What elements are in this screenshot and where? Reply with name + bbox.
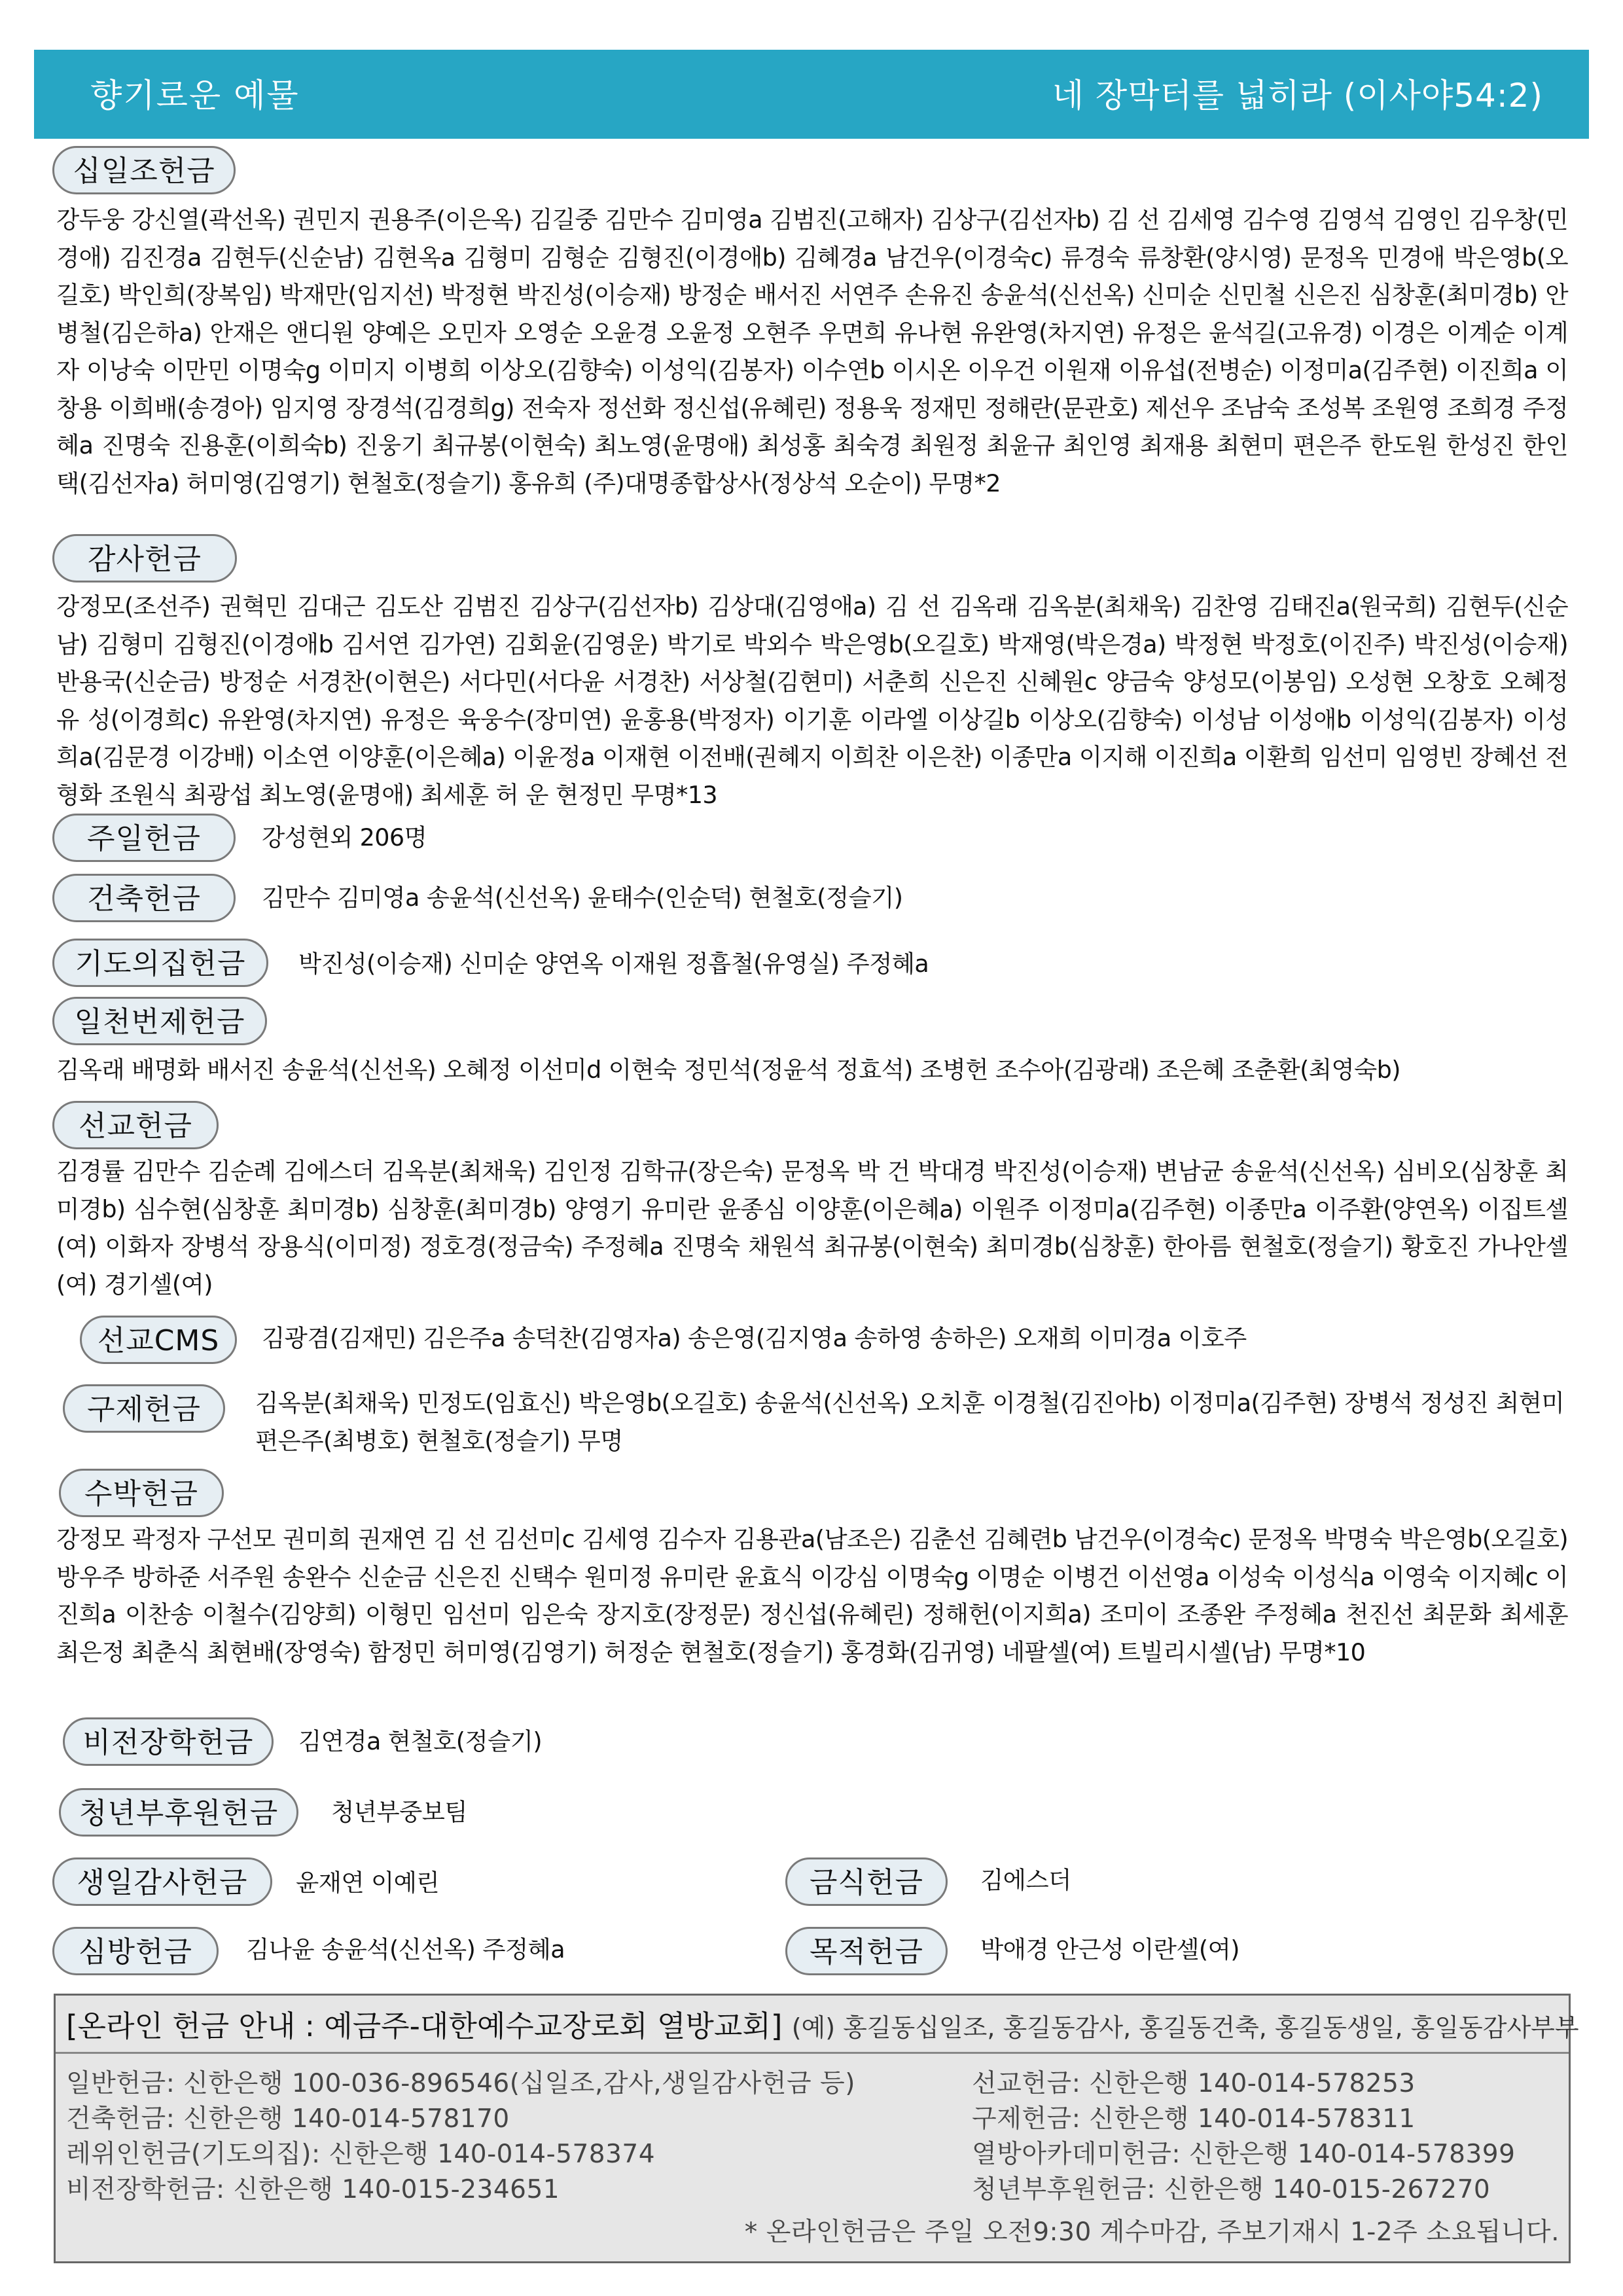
harvest-names: 강정모 곽정자 구선모 권미희 권재연 김 선 김선미c 김세영 김수자 김용관a(남조은) 김춘선 김혜련b 남건우(이경숙c) 문정옥 박명숙 박은영b(오길호) 방우주 방하준 서주원 송완수 신순금 신은진 신택수 원미정 유미란 윤효식 이강심 이명숙g 이명순 이병건 이선영a 이성숙 이성식a 이영숙 이지혜c 이진희a 이찬송 이철수(김양희) 이형민 임선미 임은숙 장지호(장정문) 정신섭(유혜린) 정해헌(이지희a) 조미이 조종완 주정혜a 천진선 최문화 최세훈 최은정 최춘식 최현배(장영숙) 함정민 허미영(김영기) 허정순 현철호(정슬기) 홍경화(김귀영) 네팔셀(여) 트빌리시셀(남) 무명*10 [56, 1525, 1568, 1666]
building-names: 김만수 김미영a 송윤석(신선옥) 윤태수(인순덕) 현철호(정슬기) [262, 884, 903, 912]
mission-cms-names: 김광겸(김재민) 김은주a 송덕찬(김영자a) 송은영(김지영a 송하영 송하은) 오재희 이미경a 이호주 [262, 1324, 1247, 1352]
section-label-building: 건축헌금 [52, 874, 236, 922]
account-line: 레위인헌금(기도의집): 신한은행 140-014-578374 [66, 2140, 656, 2169]
relief-names: 김옥분(최채욱) 민정도(임효신) 박은영b(오길호) 송윤석(신선옥) 오치훈 이경철(김진아b) 이정미a(김주현) 장병석 정성진 최현미 편은주(최병호) 현철호(정슬기) 무명 [255, 1389, 1564, 1455]
header-title: 향기로운 예물 [90, 77, 300, 115]
section-label-youth-support: 청년부후원헌금 [59, 1788, 298, 1837]
section-label-sunday: 주일헌금 [52, 814, 236, 862]
visitation-names: 김나윤 송윤석(신선옥) 주정혜a [246, 1935, 565, 1964]
sunday-names: 강성현외 206명 [262, 823, 427, 852]
account-line: 열방아카데미헌금: 신한은행 140-014-578399 [972, 2140, 1516, 2169]
section-label-prayer-house: 기도의집헌금 [52, 939, 268, 987]
online-giving-example: (예) 홍길동십일조, 홍길동감사, 홍길동건축, 홍길동생일, 홍일동감사부부 [791, 2013, 1579, 2042]
thanks-names: 강정모(조선주) 권혁민 김대근 김도산 김범진 김상구(김선자b) 김상대(김영애a) 김 선 김옥래 김옥분(최채욱) 김찬영 김태진a(원국희) 김현두(신순남) 김형미 김형진(이경애b 김서연 김가연) 김회윤(김영운) 박기로 박외수 박은영b(오길호) 박재영(박은경a) 박정현 박정호(이진주) 박진성(이승재) 반용국(신순금) 방정순 서경찬(이현은) 서다민(서다윤 서경찬) 서상철(김현미) 서춘희 신은진 신혜원c 양금숙 양성모(이봉임) 오성현 오창호 오혜정 유 성(이경희c) 유완영(차지연) 유정은 육웅수(장미연) 윤홍용(박정자) 이기훈 이라엘 이상길b 이상오(김향숙) 이성남 이성애b 이성익(김봉자) 이성희a(김문경 이강배) 이소연 이양훈(이은혜a) 이윤정a 이재현 이전배(권혜지 이희찬 이은찬) 이종만a 이지해 이진희a 이환희 임선미 임영빈 장혜선 전형화 조원식 최광섭 최노영(윤명애) 최세훈 허 운 현정민 무명*13 [56, 592, 1568, 809]
section-label-relief: 구제헌금 [63, 1384, 225, 1433]
prayer-house-names: 박진성(이승재) 신미순 양연옥 이재원 정흡철(유영실) 주정혜a [298, 950, 929, 978]
accounts-left [66, 2066, 855, 2208]
account-line: 청년부후원헌금: 신한은행 140-015-267270 [972, 2175, 1491, 2204]
birthday-names: 윤재연 이예린 [296, 1869, 439, 1897]
account-line: 비전장학헌금: 신한은행 140-015-234651 [66, 2175, 560, 2204]
section-label-vision-scholarship: 비전장학헌금 [63, 1717, 274, 1766]
vision-scholarship-names: 김연경a 현철호(정슬기) [298, 1727, 542, 1755]
online-giving-note: * 온라인헌금은 주일 오전9:30 계수마감, 주보기재시 1-2주 소요됩니다. [744, 2217, 1560, 2247]
online-giving-box [54, 1994, 1579, 2263]
section-label-jubilee: 일천번제헌금 [52, 997, 267, 1045]
page-header [34, 50, 1589, 139]
accounts-right [972, 2066, 1515, 2208]
online-giving-heading [66, 2002, 1579, 2045]
section-label-designated: 목적헌금 [785, 1927, 948, 1975]
mission-names: 김경률 김만수 김순례 김에스더 김옥분(최채욱) 김인정 김학규(장은숙) 문정옥 박 건 박대경 박진성(이승재) 변남균 송윤석(신선옥) 심비오(심창훈 최미경b) 심수현(심창훈 최미경b) 심창훈(최미경b) 양영기 유미란 윤종심 이양훈(이은혜a) 이원주 이정미a(김주현) 이종만a 이주환(양연옥) 이집트셀(여) 이화자 장병석 장용식(이미정) 정호경(정금숙) 주정혜a 진명숙 채원석 최규봉(이현숙) 최미경b(심창훈) 한아름 현철호(정슬기) 황호진 가나안셀(여) 경기셀(여) [56, 1157, 1568, 1299]
account-line: 일반헌금: 신한은행 100-036-896546(십일조,감사,생일감사헌금 등) [66, 2069, 855, 2098]
online-giving-title: [온라인 헌금 안내 : 예금주-대한예수교장로회 열방교회] [66, 2009, 783, 2043]
account-line: 건축헌금: 신한은행 140-014-578170 [66, 2104, 510, 2134]
account-line: 선교헌금: 신한은행 140-014-578253 [972, 2069, 1416, 2098]
account-line: 구제헌금: 신한은행 140-014-578311 [972, 2104, 1416, 2134]
divider [56, 2052, 1569, 2054]
fasting-names: 김에스더 [980, 1866, 1071, 1894]
section-label-mission-cms: 선교CMS [80, 1316, 237, 1364]
section-label-tithe: 십일조헌금 [52, 146, 236, 194]
section-label-visitation: 심방헌금 [52, 1927, 219, 1975]
section-label-thanks: 감사헌금 [52, 534, 237, 583]
youth-support-names: 청년부중보팀 [331, 1798, 467, 1826]
tithe-names: 강두웅 강신열(곽선옥) 권민지 권용주(이은옥) 김길중 김만수 김미영a 김범진(고해자) 김상구(김선자b) 김 선 김세영 김수영 김영석 김영인 김우창(민경애) 김진경a 김현두(신순남) 김현옥a 김형미 김형순 김형진(이경애b) 김혜경a 남건우(이경숙c) 류경숙 류창환(양시영) 문정옥 민경애 박은영b(오길호) 박인희(장복임) 박재만(임지선) 박정현 박진성(이승재) 방정순 배서진 서연주 손유진 송윤석(신선옥) 신미순 신민철 신은진 심창훈(최미경b) 안병철(김은하a) 안재은 앤디원 양예은 오민자 오영순 오윤경 오윤정 오현주 우면희 유나현 유완영(차지연) 유정은 윤석길(고유경) 이경은 이계순 이계자 이낭숙 이만민 이명숙g 이미지 이병희 이상오(김향숙) 이성익(김봉자) 이수연b 이시온 이우건 이원재 이유섭(전병순) 이정미a(김주현) 이진희a 이창용 이희배(송경아) 임지영 장경석(김경희g) 전숙자 정선화 정신섭(유혜린) 정용욱 정재민 정해란(문관호) 제선우 조남숙 조성복 조원영 조희경 주정혜a 진명숙 진용훈(이희숙b) 진웅기 최규봉(이현숙) 최노영(윤명애) 최성홍 최숙경 최원정 최윤규 최인영 최재용 최현미 편은주 한도원 한성진 한인택(김선자a) 허미영(김영기) 현철호(정슬기) 홍유희 (주)대명종합상사(정상석 오순이) 무명*2 [56, 206, 1568, 497]
jubilee-names: 김옥래 배명화 배서진 송윤석(신선옥) 오혜정 이선미d 이현숙 정민석(정윤석 정효석) 조병헌 조수아(김광래) 조은혜 조춘환(최영숙b) [56, 1056, 1400, 1084]
designated-names: 박애경 안근성 이란셀(여) [980, 1935, 1240, 1964]
section-label-fasting: 금식헌금 [785, 1857, 948, 1906]
section-label-mission: 선교헌금 [52, 1101, 219, 1149]
header-verse: 네 장막터를 넓히라 (이사야54:2) [1052, 77, 1543, 115]
section-label-birthday: 생일감사헌금 [52, 1857, 272, 1906]
section-label-harvest: 수박헌금 [59, 1469, 224, 1517]
